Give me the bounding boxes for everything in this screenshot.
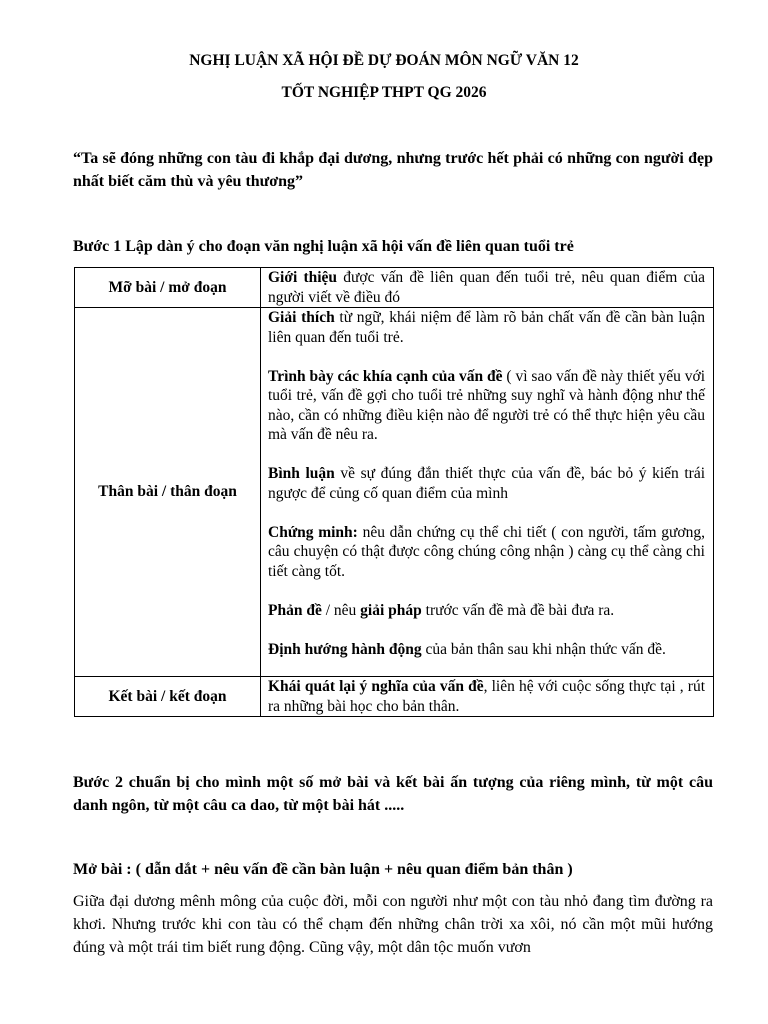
mo-bai-heading: Mở bài : ( dẫn dắt + nêu vấn đề cần bàn luận + nêu quan điểm bản thân ) [73,861,573,878]
description-paragraph [268,308,705,347]
emphasis-text: Chứng minh: [268,523,358,541]
emphasis-text: Phản đề [268,601,322,619]
mo-bai-paragraph: Giữa đại dương mênh mông của cuộc đời, mỗi con người như một con tàu nhỏ đang tìm đường ra khơi. Nhưng trước khi con tàu có thể chạm đến những chân trời xa xôi, nó cần một mũi hướng đúng và một trái tim biết rung động. Cũng vậy, một dân tộc muốn vươn [73,893,713,956]
description-paragraph [268,523,705,582]
table-cell-description [261,268,714,308]
emphasis-text: giải pháp [360,601,422,619]
emphasis-text: Khái quát lại ý nghĩa của vấn đề [268,678,484,695]
plain-text: , liên hệ với cuộc sống thực tại , rút ra những bài học cho bản thân. [268,678,705,715]
table-cell-part: Thân bài / thân đoạn [75,308,261,677]
step1-heading: Bước 1 Lập dàn ý cho đoạn văn nghị luận xã hội vấn đề liên quan tuổi trẻ [73,238,574,255]
document-title-line2: TỐT NGHIỆP THPT QG 2026 [281,84,487,101]
plain-text: ( vì sao vấn đề này thiết yếu với tuổi trẻ, vấn đề gợi cho tuổi trẻ những suy nghĩ và hành động như thế nào, cần có những điều kiện nào để người trẻ có thể thực hiện yêu cầu mà vấn đề nêu ra. [268,367,705,443]
plain-text: từ ngữ, khái niệm để làm rõ bản chất vấn đề cần bàn luận liên quan đến tuổi trẻ. [268,309,705,346]
description-paragraph [268,268,705,307]
description-paragraph [268,464,705,503]
plain-text: về sự đúng đắn thiết thực của vấn đề, bác bỏ ý kiến trái ngược để củng cố quan điểm của mình [268,465,706,502]
essay-outline-table [74,267,714,717]
step2-heading: Bước 2 chuẩn bị cho mình một số mở bài và kết bài ấn tượng của riêng mình, từ một câu danh ngôn, từ một câu ca dao, từ một bài hát ..... [73,774,713,814]
plain-text: / nêu [321,601,361,619]
table-cell-description [261,677,714,717]
table-row [75,268,714,308]
table-cell-part: Kết bài / kết đoạn [75,677,261,717]
table-cell-description [261,308,714,677]
emphasis-text: Định hướng hành động [268,640,422,658]
emphasis-text: Trình bày các khía cạnh của vấn đề [268,367,503,385]
description-paragraph [268,601,705,621]
table-cell-part: Mỡ bài / mở đoạn [75,268,261,308]
table-row [75,677,714,717]
plain-text: trước vấn đề mà đề bài đưa ra. [421,601,615,619]
epigraph-quote: “Ta sẽ đóng những con tàu đi khắp đại dương, nhưng trước hết phải có những con người đẹp nhất biết căm thù và yêu thương” [73,150,713,190]
description-paragraph [268,640,705,660]
table-row [75,308,714,677]
plain-text: được vấn đề liên quan đến tuổi trẻ, nêu quan điểm của người viết về điều đó [268,269,705,306]
description-paragraph [268,367,705,445]
emphasis-text: Giải thích [268,309,335,326]
document-title-line1: NGHỊ LUẬN XÃ HỘI ĐỀ DỰ ĐOÁN MÔN NGỮ VĂN 12 [189,52,579,69]
emphasis-text: Bình luận [268,465,335,482]
plain-text: nêu dẫn chứng cụ thể chi tiết ( con người, tấm gương, câu chuyện có thật được công chúng công nhận ) càng cụ thể càng chi tiết càng tốt. [268,523,705,580]
emphasis-text: Giới thiệu [268,269,338,286]
description-paragraph [268,677,705,716]
plain-text: của bản thân sau khi nhận thức vấn đề. [421,640,666,658]
